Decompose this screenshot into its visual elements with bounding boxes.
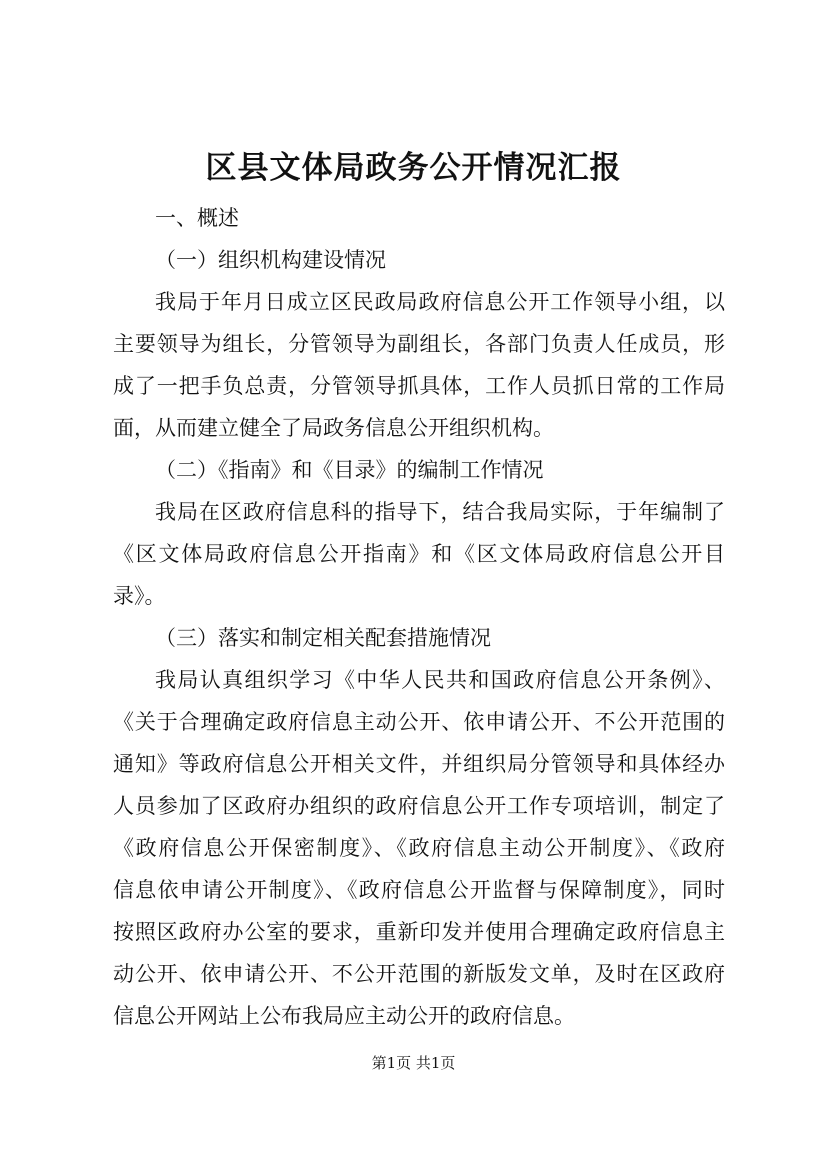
paragraph-line: 《区文体局政府信息公开指南》和《区文体局政府信息公开目 (113, 542, 725, 566)
paragraph-line: 我局于年月日成立区民政局政府信息公开工作领导小组，以 (155, 290, 725, 314)
paragraph-line: 信息依申请公开制度》、《政府信息公开监督与保障制度》，同时 (113, 878, 725, 902)
document-title: 区县文体局政务公开情况汇报 (205, 150, 622, 186)
subsection-heading-2: （二）《指南》和《目录》的编制工作情况 (155, 458, 544, 482)
section-heading-overview: 一、概述 (155, 206, 239, 230)
paragraph-line: 信息公开网站上公布我局应主动公开的政府信息。 (113, 1004, 575, 1028)
paragraph-line: 通知》等政府信息公开相关文件，并组织局分管领导和具体经办 (113, 752, 725, 776)
paragraph-line: 我局认真组织学习《中华人民共和国政府信息公开条例》、 (155, 668, 725, 692)
paragraph-line: 主要领导为组长，分管领导为副组长，各部门负责人任成员，形 (113, 332, 725, 356)
subsection-heading-1: （一）组织机构建设情况 (155, 248, 386, 272)
paragraph-line: 动公开、依申请公开、不公开范围的新版发文单，及时在区政府 (113, 962, 725, 986)
paragraph-line: 成了一把手负总责，分管领导抓具体，工作人员抓日常的工作局 (113, 374, 725, 398)
paragraph-line: 人员参加了区政府办组织的政府信息公开工作专项培训，制定了 (113, 794, 725, 818)
paragraph-line: 录》。 (113, 584, 166, 608)
paragraph-line: 《关于合理确定政府信息主动公开、依申请公开、不公开范围的 (113, 710, 725, 734)
paragraph-line: 《政府信息公开保密制度》、《政府信息主动公开制度》、《政府 (113, 836, 725, 860)
paragraph-line: 我局在区政府信息科的指导下，结合我局实际，于年编制了 (155, 500, 725, 524)
document-body (113, 197, 725, 1037)
subsection-heading-3: （三）落实和制定相关配套措施情况 (155, 626, 491, 650)
paragraph-line: 按照区政府办公室的要求，重新印发并使用合理确定政府信息主 (113, 920, 725, 944)
paragraph-line: 面，从而建立健全了局政务信息公开组织机构。 (113, 416, 554, 440)
page-number-footer: 第1页 共1页 (371, 1054, 456, 1072)
